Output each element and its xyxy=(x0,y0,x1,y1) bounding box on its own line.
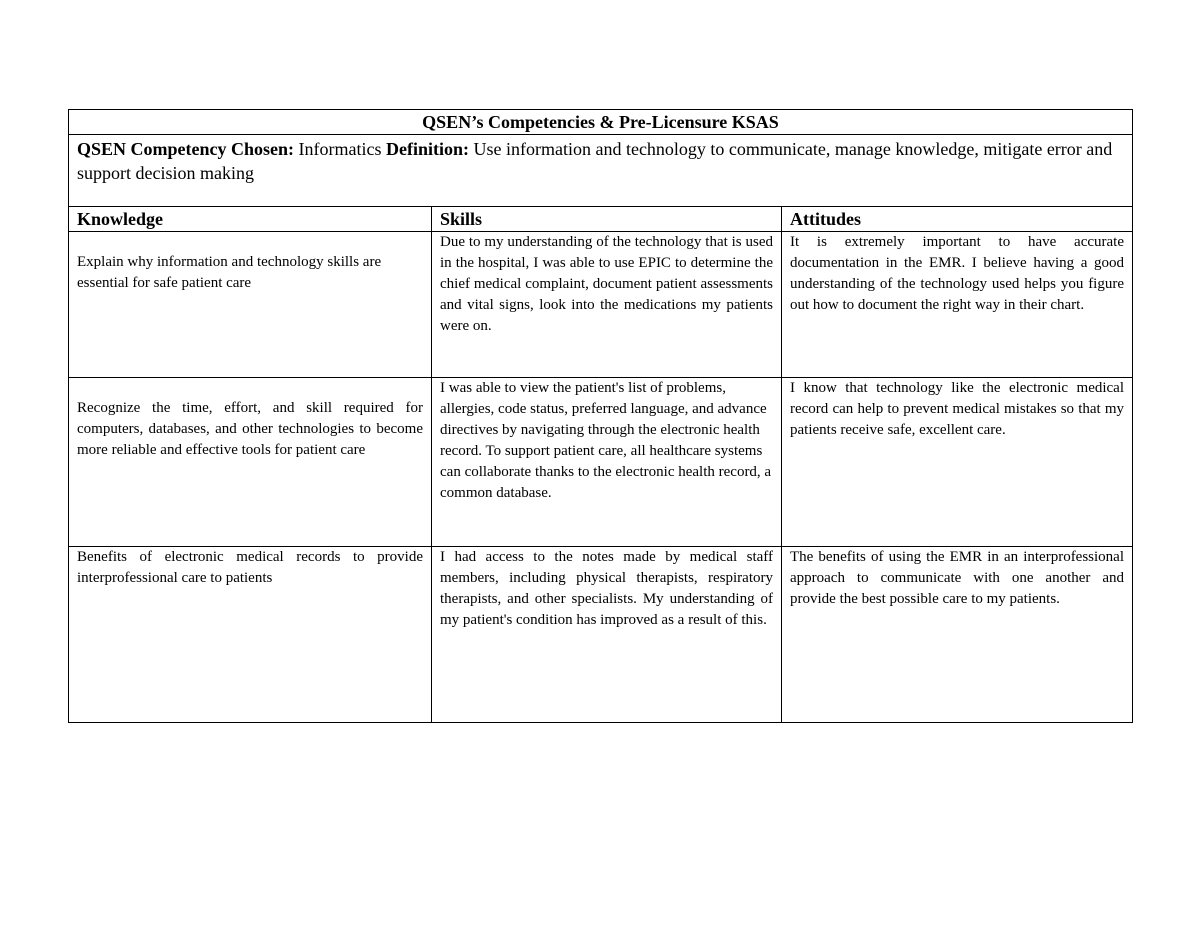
header-skills: Skills xyxy=(432,207,782,232)
attitudes-cell: The benefits of using the EMR in an interprofessional approach to communicate with one another and provide the best possible care to my patients. xyxy=(782,547,1133,723)
attitudes-cell: It is extremely important to have accurate documentation in the EMR. I believe having a good understanding of the technology used helps you figure out how to document the right way in their chart. xyxy=(782,232,1133,378)
header-attitudes: Attitudes xyxy=(782,207,1133,232)
knowledge-cell: Recognize the time, effort, and skill required for computers, databases, and other technologies to become more reliable and effective tools for patient care xyxy=(69,378,432,547)
competency-row xyxy=(69,135,1133,207)
attitudes-cell: I know that technology like the electronic medical record can help to prevent medical mistakes so that my patients receive safe, excellent care. xyxy=(782,378,1133,547)
header-row xyxy=(69,207,1133,232)
table-row xyxy=(69,547,1133,723)
skills-cell: Due to my understanding of the technology that is used in the hospital, I was able to use EPIC to determine the chief medical complaint, document patient assessments and vital signs, look into the medications my patients were on. xyxy=(432,232,782,378)
knowledge-cell: Benefits of electronic medical records to provide interprofessional care to patients xyxy=(69,547,432,723)
competency-cell xyxy=(69,135,1133,207)
definition-label: Definition: xyxy=(385,139,469,159)
definition-value: Use information and technology to communicate, manage knowledge, mitigate error and support decision making xyxy=(77,139,1113,183)
skills-cell: I had access to the notes made by medical staff members, including physical therapists, respiratory therapists, and other specialists. My understanding of my patient's condition has improved as a result of this. xyxy=(432,547,782,723)
knowledge-cell: Explain why information and technology skills are essential for safe patient care xyxy=(69,232,432,378)
table-title: QSEN’s Competencies & Pre-Licensure KSAS xyxy=(69,110,1133,135)
table-row xyxy=(69,232,1133,378)
header-knowledge: Knowledge xyxy=(69,207,432,232)
skills-cell: I was able to view the patient's list of problems, allergies, code status, preferred language, and advance directives by navigating through the electronic health record. To support patient care, all healthcare systems can collaborate thanks to the electronic health record, a common database. xyxy=(432,378,782,547)
competency-chosen-value: Informatics xyxy=(298,139,382,159)
title-row xyxy=(69,110,1133,135)
table-row xyxy=(69,378,1133,547)
ksas-table xyxy=(68,109,1133,723)
competency-chosen-label: QSEN Competency Chosen: xyxy=(77,139,295,159)
